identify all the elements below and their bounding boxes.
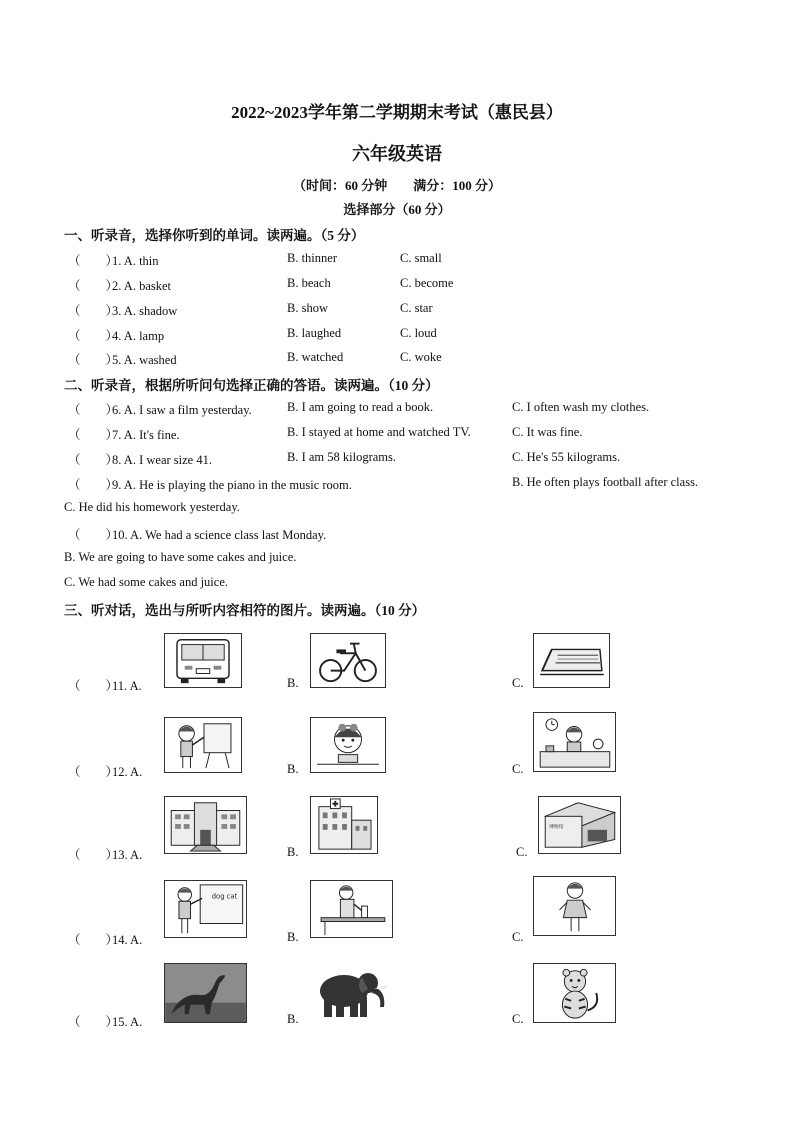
question-row xyxy=(68,400,252,418)
answer-blank[interactable]: （ ） xyxy=(68,304,119,318)
question-row xyxy=(68,450,212,468)
answer-blank[interactable]: （ ） xyxy=(68,279,119,293)
option-a: 2. A. basket xyxy=(112,279,172,293)
option-a: 8. A. I wear size 41. xyxy=(112,453,212,467)
option-a: 14. A. xyxy=(112,933,143,947)
elephant-picture[interactable] xyxy=(310,963,393,1023)
question-row xyxy=(68,930,142,948)
option-c: C. We had some cakes and juice. xyxy=(64,575,228,589)
answer-blank[interactable]: （ ） xyxy=(68,478,119,492)
option-a: 15. A. xyxy=(112,1015,143,1029)
board-text: dog cat xyxy=(211,892,238,901)
option-c: C. He's 55 kilograms. xyxy=(512,450,621,464)
dinosaur-picture[interactable] xyxy=(164,963,247,1023)
option-a: 13. A. xyxy=(112,848,143,862)
option-a: 5. A. washed xyxy=(112,353,177,367)
option-c: C. xyxy=(512,1012,524,1026)
option-a: 3. A. shadow xyxy=(112,304,178,318)
option-c: C. I often wash my clothes. xyxy=(512,400,650,414)
answer-blank[interactable]: （ ） xyxy=(68,453,119,467)
option-a: 6. A. I saw a film yesterday. xyxy=(112,403,252,417)
answer-blank[interactable]: （ ） xyxy=(68,933,119,947)
exam-title: 2022~2023学年第二学期期末考试（惠民县） xyxy=(231,103,563,122)
bus-picture[interactable] xyxy=(164,633,242,688)
answer-blank[interactable]: （ ） xyxy=(68,528,119,542)
museum-picture[interactable] xyxy=(538,796,621,854)
option-c: C. star xyxy=(400,301,433,315)
option-b: B. thinner xyxy=(287,251,337,265)
option-b: B. I stayed at home and watched TV. xyxy=(287,425,471,439)
museum-sign: 博物馆 xyxy=(549,824,564,830)
option-c: C. xyxy=(512,762,524,776)
question-row xyxy=(68,762,142,780)
option-b: B. show xyxy=(287,301,328,315)
option-a: 1. A. thin xyxy=(112,254,159,268)
exam-subtitle: 六年级英语 xyxy=(352,144,442,164)
time-score: （时间：60 分钟 满分：100 分） xyxy=(292,178,501,193)
option-b: B. xyxy=(287,1012,299,1026)
section-1-heading: 一、听录音，选择你听到的单词。读两遍。（5 分） xyxy=(64,228,365,243)
option-b: B. xyxy=(287,930,299,944)
option-b: B. I am 58 kilograms. xyxy=(287,450,397,464)
answer-blank[interactable]: （ ） xyxy=(68,848,119,862)
answer-blank[interactable]: （ ） xyxy=(68,428,119,442)
question-row xyxy=(68,350,177,368)
train-picture[interactable] xyxy=(533,633,610,688)
option-c: C. xyxy=(512,676,524,690)
option-b: B. I am going to read a book. xyxy=(287,400,434,414)
option-a: 11. A. xyxy=(112,679,142,693)
option-b: B. watched xyxy=(287,350,344,364)
option-a: 9. A. He is playing the piano in the music room. xyxy=(112,478,352,492)
option-a: 4. A. lamp xyxy=(112,329,165,343)
option-b: B. beach xyxy=(287,276,331,290)
question-row xyxy=(68,301,177,319)
scientist-picture[interactable] xyxy=(310,880,393,938)
teacher-picture[interactable] xyxy=(164,880,247,938)
option-b: B. xyxy=(287,845,299,859)
option-b: B. laughed xyxy=(287,326,342,340)
answer-blank[interactable]: （ ） xyxy=(68,679,119,693)
option-c: C. It was fine. xyxy=(512,425,583,439)
question-row xyxy=(68,425,180,443)
option-c: C. loud xyxy=(400,326,437,340)
option-b: B. He often plays football after class. xyxy=(512,475,699,489)
bicycle-picture[interactable] xyxy=(310,633,386,688)
option-b: B. xyxy=(287,762,299,776)
question-row xyxy=(68,525,326,543)
tiger-picture[interactable] xyxy=(533,963,616,1023)
question-row xyxy=(68,845,142,863)
answer-blank[interactable]: （ ） xyxy=(68,353,119,367)
option-c: C. become xyxy=(400,276,454,290)
question-row xyxy=(68,251,159,269)
section-2-heading: 二、听录音，根据所听问句选择正确的答语。读两遍。（10 分） xyxy=(64,378,439,393)
question-row xyxy=(68,326,164,344)
option-b: B. xyxy=(287,676,299,690)
question-row xyxy=(68,1012,142,1030)
option-c: C. He did his homework yesterday. xyxy=(64,500,240,514)
answer-blank[interactable]: （ ） xyxy=(68,403,119,417)
girl-standing-picture[interactable] xyxy=(533,876,616,936)
option-c: C. small xyxy=(400,251,442,265)
option-b: B. We are going to have some cakes and juice. xyxy=(64,550,297,564)
school-building-picture[interactable] xyxy=(164,796,247,854)
section-3-heading: 三、听对话，选出与所听内容相符的图片。读两遍。（10 分） xyxy=(64,603,426,618)
hospital-picture[interactable] xyxy=(310,796,378,854)
answer-blank[interactable]: （ ） xyxy=(68,329,119,343)
question-row xyxy=(68,475,352,493)
option-c: C. woke xyxy=(400,350,442,364)
option-c: C. xyxy=(516,845,528,859)
question-row xyxy=(68,676,142,694)
girl-reading-picture[interactable] xyxy=(310,717,386,773)
option-c: C. xyxy=(512,930,524,944)
part-heading: 选择部分（60 分） xyxy=(343,202,451,217)
girl-painting-picture[interactable] xyxy=(164,717,242,773)
answer-blank[interactable]: （ ） xyxy=(68,254,119,268)
answer-blank[interactable]: （ ） xyxy=(68,1015,119,1029)
question-row xyxy=(68,276,171,294)
option-a: 7. A. It's fine. xyxy=(112,428,180,442)
option-a: 12. A. xyxy=(112,765,143,779)
girl-at-desk-picture[interactable] xyxy=(533,712,616,772)
option-a: 10. A. We had a science class last Monday. xyxy=(112,528,327,542)
answer-blank[interactable]: （ ） xyxy=(68,765,119,779)
